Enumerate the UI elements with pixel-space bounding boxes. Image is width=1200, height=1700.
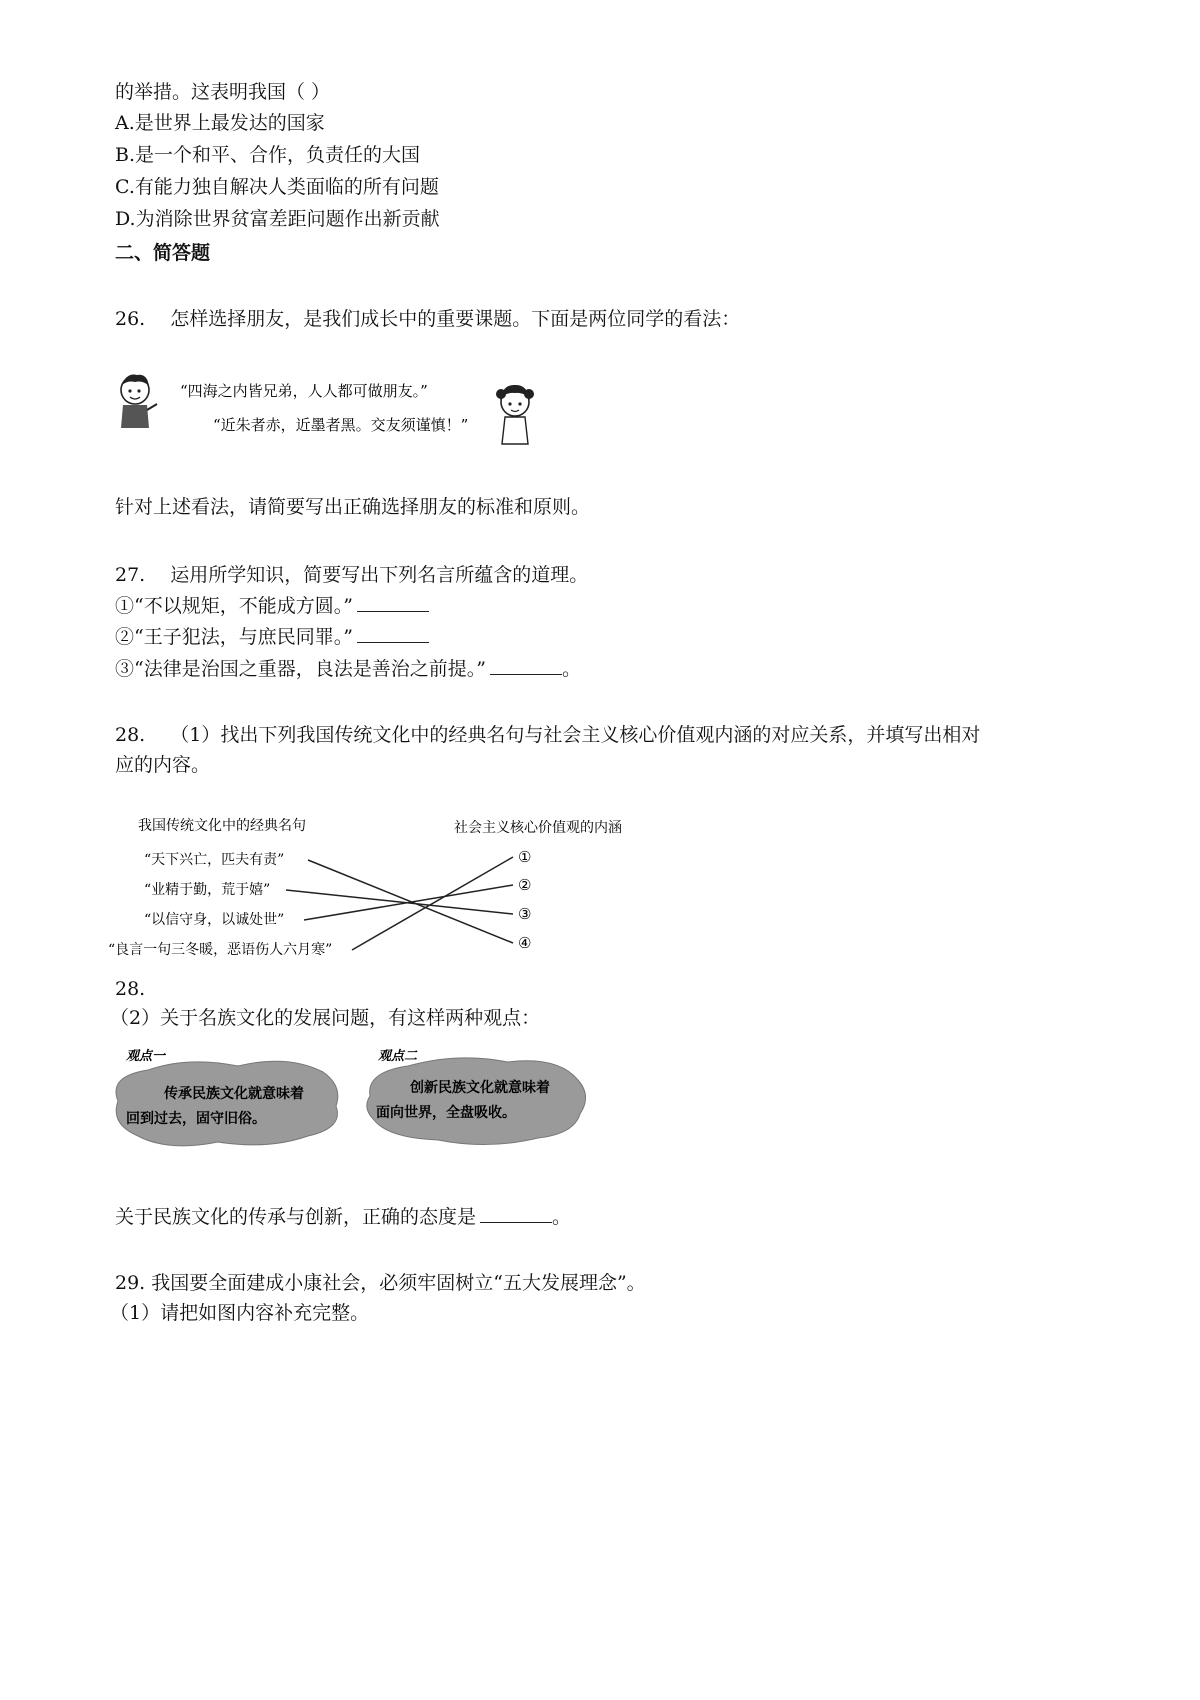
q29-stem: 29. 我国要全面建成小康社会，必须牢固树立“五大发展理念”。 [115, 1272, 646, 1294]
q26-quote-2: “近朱者赤，近墨者黑。交友须谨慎！” [213, 416, 469, 434]
q28-part2-number: 28. [115, 978, 146, 1000]
view2-line2: 面向世界，全盘吸收。 [376, 1105, 516, 1121]
option-c: C.有能力独自解决人类面临的所有问题 [115, 176, 439, 198]
view1-line2: 回到过去，固守旧俗。 [126, 1111, 266, 1127]
view1-line1: 传承民族文化就意味着 [164, 1086, 304, 1102]
q28-matching-diagram [108, 812, 648, 962]
q27-item-3-text: ③“法律是治国之重器，良法是善治之前提。” [115, 658, 486, 680]
q28-viewpoints-figure [108, 1046, 608, 1156]
q27-item-1 [115, 593, 429, 619]
q27-stem: 27. 运用所学知识，简要写出下列名言所蕴含的道理。 [115, 564, 589, 586]
q27-item-2-text: ②“王子犯法，与庶民同罪。” [115, 626, 353, 648]
view1-cloud-shape [116, 1061, 338, 1146]
q28-part1-line1: 28. （1）找出下列我国传统文化中的经典名句与社会主义核心价值观内涵的对应关系，并填写出相对 [115, 724, 981, 746]
diagram-right-item: ③ [518, 905, 532, 923]
q29-part1: （1）请把如图内容补充完整。 [110, 1302, 370, 1324]
diagram-left-item: “良言一句三冬暖，恶语伤人六月寒” [108, 942, 333, 958]
view2-line1: 创新民族文化就意味着 [410, 1080, 550, 1096]
diagram-right-item: ② [518, 876, 532, 894]
q27-item-2 [115, 624, 429, 650]
view1-label: 观点一 [126, 1049, 166, 1064]
answer-blank[interactable] [357, 593, 429, 612]
question-stem-tail: 的举措。这表明我国（ ） [115, 81, 331, 103]
section-heading: 二、简答题 [115, 242, 211, 264]
q26-quote-1: “四海之内皆兄弟，人人都可做朋友。” [180, 382, 428, 400]
diagram-connector-line [304, 885, 513, 920]
view2-cloud-shape [367, 1058, 586, 1145]
diagram-right-item: ④ [518, 934, 532, 952]
q28-answer-prompt [115, 1204, 571, 1230]
option-d: D.为消除世界贫富差距问题作出新贡献 [115, 208, 440, 230]
answer-blank[interactable] [490, 656, 562, 675]
girl-cartoon-icon [496, 385, 534, 444]
option-a: A.是世界上最发达的国家 [115, 112, 325, 134]
diagram-connector-line [352, 857, 513, 950]
q28-part2-stem: （2）关于名族文化的发展问题，有这样两种观点： [110, 1007, 541, 1029]
answer-blank[interactable] [480, 1204, 552, 1223]
q27-item-3 [115, 656, 581, 682]
q26-prompt: 针对上述看法，请简要写出正确选择朋友的标准和原则。 [115, 496, 591, 518]
diagram-left-item: “天下兴亡，匹夫有责” [144, 852, 285, 868]
diagram-connector-line [286, 890, 513, 914]
diagram-right-header: 社会主义核心价值观的内涵 [454, 820, 622, 836]
q26-stem: 26. 怎样选择朋友，是我们成长中的重要课题。下面是两位同学的看法： [115, 308, 741, 330]
q27-item-3-end: 。 [561, 658, 581, 680]
diagram-right-item: ① [518, 848, 532, 866]
diagram-left-item: “业精于勤，荒于嬉” [144, 882, 271, 898]
diagram-left-header: 我国传统文化中的经典名句 [138, 818, 306, 834]
boy-cartoon-icon [121, 374, 157, 428]
answer-blank[interactable] [357, 624, 429, 643]
option-b: B.是一个和平、合作，负责任的大国 [115, 144, 421, 166]
q28-answer-prompt-text: 关于民族文化的传承与创新，正确的态度是 [115, 1206, 477, 1228]
diagram-left-item: “以信守身，以诚处世” [144, 912, 285, 928]
q28-answer-end: 。 [552, 1206, 572, 1228]
q27-item-1-text: ①“不以规矩，不能成方圆。” [115, 595, 353, 617]
view2-label: 观点二 [378, 1049, 418, 1064]
q28-part1-line2: 应的内容。 [115, 754, 211, 776]
q26-figure [115, 368, 535, 450]
